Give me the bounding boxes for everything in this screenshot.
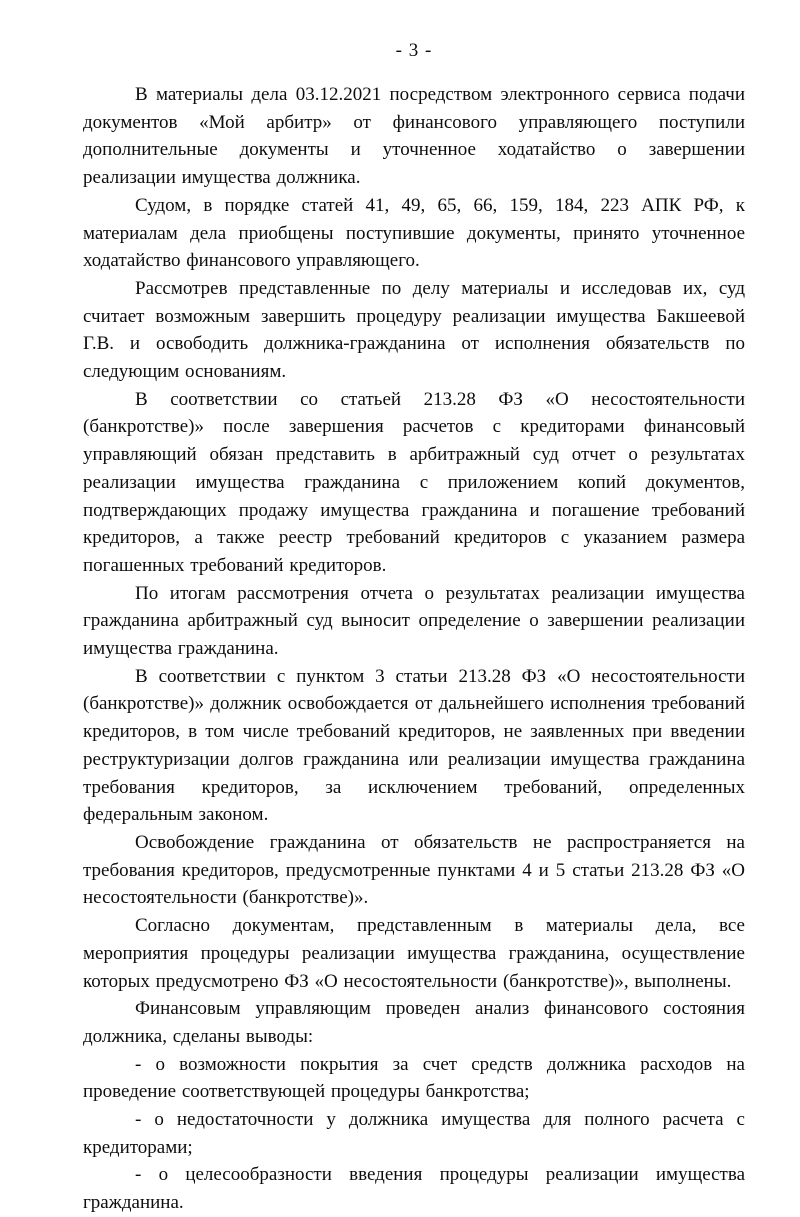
paragraph-bullet: - о возможности покрытия за счет средств должника расходов на проведение соответствующей процедуры банкротства; <box>83 1053 745 1103</box>
paragraph: Согласно документам, представленным в материалы дела, все мероприятия процедуры реализации имущества гражданина, осуществление которых предусмотрено ФЗ «О несостоятельности (банкротстве)», выполнены. <box>83 915 745 992</box>
paragraph: Освобождение гражданина от обязательств не распространяется на требования кредиторов, предусмотренные пунктами 4 и 5 статьи 213.28 ФЗ «О несостоятельности (банкротстве)». <box>83 831 745 909</box>
paragraph: По итогам рассмотрения отчета о результатах реализации имущества гражданина арбитражный суд выносит определение о завершении реализации имущества гражданина. <box>83 582 745 660</box>
page-number: - 3 - <box>395 40 433 61</box>
document-body <box>83 81 745 1217</box>
paragraph: Судом, в порядке статей 41, 49, 65, 66, 159, 184, 223 АПК РФ, к материалам дела приобщены поступившие документы, принято уточненное ходатайство финансового управляющего. <box>83 194 745 272</box>
paragraph: Рассмотрев представленные по делу материалы и исследовав их, суд считает возможным завершить процедуру реализации имущества Бакшеевой Г.В. и освободить должника-гражданина от исполнения обязательств по следующим основаниям. <box>83 277 745 383</box>
paragraph: В соответствии с пунктом 3 статьи 213.28 ФЗ «О несостоятельности (банкротстве)» должник освобождается от дальнейшего исполнения требований кредиторов, в том числе требований кредиторов, не заявленных при введении реструктуризации долгов гражданина или реализации имущества гражданина требования кредиторов, за исключением требований, определенных федеральным законом. <box>83 665 745 826</box>
paragraph-bullet: - о недостаточности у должника имущества для полного расчета с кредиторами; <box>83 1109 745 1158</box>
paragraph: Финансовым управляющим проведен анализ финансового состояния должника, сделаны выводы: <box>83 998 745 1047</box>
paragraph: В материалы дела 03.12.2021 посредством электронного сервиса подачи документов «Мой арбитр» от финансового управляющего поступили дополнительные документы и уточненное ходатайство о завершении реализации имущества должника. <box>83 84 745 189</box>
paragraph: В соответствии со статьей 213.28 ФЗ «О несостоятельности (банкротстве)» после завершения расчетов с кредиторами финансовый управляющий обязан представить в арбитражный суд отчет о результатах реализации имущества гражданина с приложением копий документов, подтверждающих продажу имущества гражданина и погашение требований кредиторов, а также реестр требований кредиторов с указанием размера погашенных требований кредиторов. <box>83 388 745 576</box>
paragraph-bullet: - о целесообразности введения процедуры реализации имущества гражданина. <box>83 1164 745 1214</box>
